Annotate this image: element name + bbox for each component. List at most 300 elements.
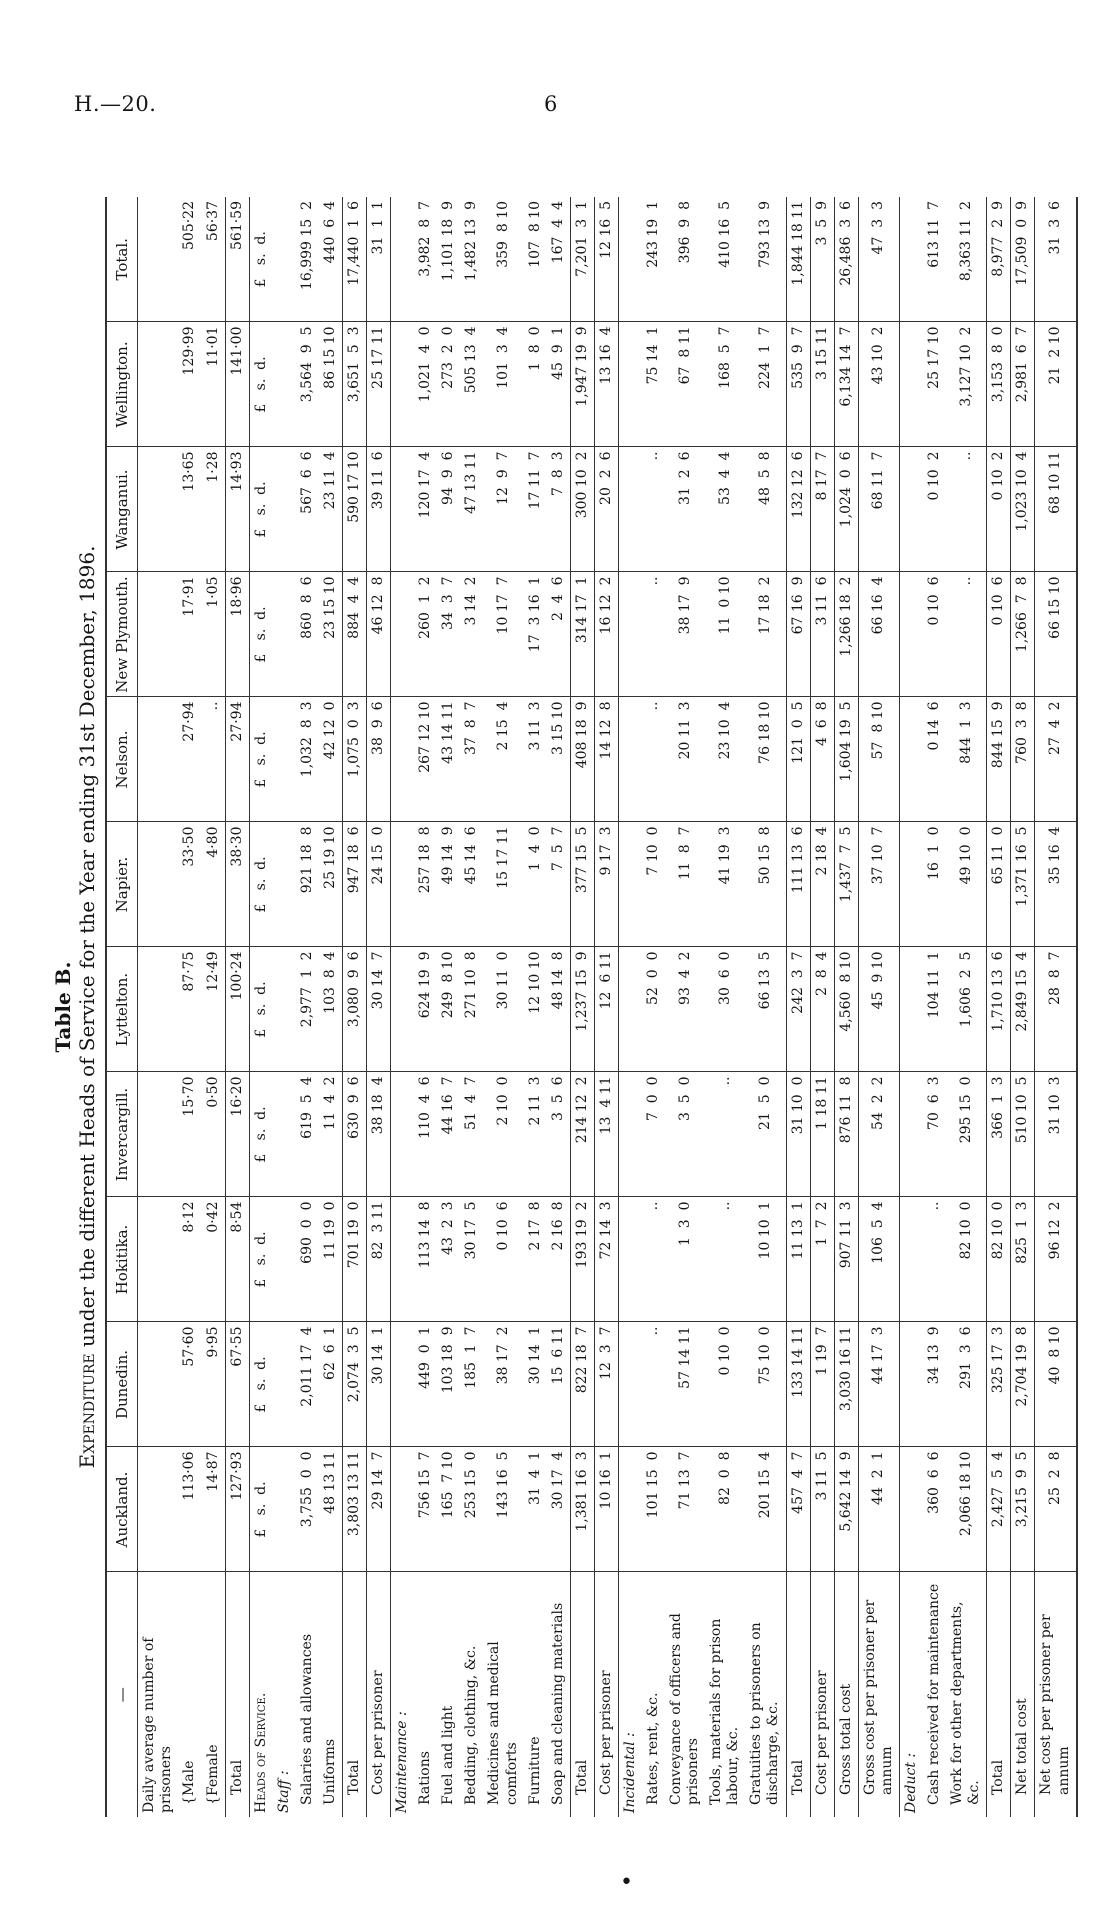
cell: 300 10 2 — [570, 447, 594, 572]
cell: 1,266 18 2 — [834, 572, 858, 697]
cell: 314 17 1 — [570, 572, 594, 697]
cell: 3,755 0 0 — [296, 1447, 319, 1572]
cell: 20 2 6 — [594, 447, 618, 572]
table-row — [391, 197, 415, 1817]
row-label: {Female — [204, 1743, 221, 1805]
cell: 690 0 0 — [296, 1197, 319, 1322]
footer-mark: • — [620, 1870, 633, 1895]
page-reference: H.—20. — [74, 92, 157, 116]
cell: 701 19 0 — [343, 1197, 367, 1322]
cell: .. — [642, 447, 665, 572]
cell: 410 16 5 — [705, 197, 745, 322]
cell: £ s. d. — [249, 697, 273, 822]
cell — [273, 447, 296, 572]
table-row — [178, 197, 201, 1817]
cell: 27·94 — [178, 697, 201, 822]
cell: 94 9 6 — [437, 447, 460, 572]
column-header: Lyttelton. — [106, 947, 138, 1072]
row-label: Maintenance : — [391, 1572, 415, 1817]
cell: 2,981 6 7 — [1011, 322, 1035, 447]
cell — [138, 1072, 179, 1197]
cell: 31 4 1 — [524, 1447, 547, 1572]
row-label: Work for other departments, &c. — [949, 1601, 983, 1805]
column-header: Hokitika. — [106, 1197, 138, 1322]
row-label: Medicines and medical comforts — [486, 1640, 520, 1805]
cell — [138, 572, 179, 697]
table-row — [594, 197, 618, 1817]
table-row — [367, 197, 391, 1817]
cell: 67·55 — [225, 1322, 249, 1447]
cell: 34 13 9 — [923, 1322, 946, 1447]
cell: 3 5 9 — [810, 197, 834, 322]
cell — [899, 1072, 923, 1197]
cell: 3,153 8 0 — [987, 322, 1011, 447]
cell: 82 0 8 — [705, 1447, 745, 1572]
cell: 101 3 4 — [483, 322, 523, 447]
cell — [899, 947, 923, 1072]
table-row — [987, 197, 1011, 1817]
cell: 2 16 8 — [547, 1197, 571, 1322]
table-row — [570, 197, 594, 1817]
cell: 11 19 0 — [319, 1197, 343, 1322]
table-row — [946, 197, 987, 1817]
cell: 48 5 8 — [745, 447, 786, 572]
cell — [138, 697, 179, 822]
cell: 30 11 0 — [483, 947, 523, 1072]
cell: 1 3 0 — [665, 1197, 705, 1322]
cell: 1 18 11 — [810, 1072, 834, 1197]
cell: 21 2 10 — [1035, 322, 1077, 447]
cell: 57 8 10 — [858, 697, 899, 822]
cell: 3 15 11 — [810, 322, 834, 447]
table-row — [923, 197, 946, 1817]
cell: 0·50 — [202, 1072, 226, 1197]
row-label: Gratuities to prisoners on discharge, &c. — [748, 1621, 782, 1805]
cell — [273, 1322, 296, 1447]
cell: 3 5 6 — [547, 1072, 571, 1197]
cell: 260 1 2 — [414, 572, 437, 697]
row-label: Total — [225, 1572, 249, 1817]
rotated-table-block — [51, 197, 1101, 1817]
row-label: Cost per prisoner — [810, 1572, 834, 1817]
cell — [391, 322, 415, 447]
cell: 756 15 7 — [414, 1447, 437, 1572]
cell: 1,606 2 5 — [946, 947, 987, 1072]
cell — [618, 572, 642, 697]
cell: 12·49 — [202, 947, 226, 1072]
cell: 3 11 3 — [524, 697, 547, 822]
cell: 844 1 3 — [946, 697, 987, 822]
column-header: New Plymouth. — [106, 572, 138, 697]
cell: 3,127 10 2 — [946, 322, 987, 447]
cell: .. — [642, 697, 665, 822]
cell: 2 15 4 — [483, 697, 523, 822]
cell: 3,982 8 7 — [414, 197, 437, 322]
table-row — [834, 197, 858, 1817]
cell: 103 8 4 — [319, 947, 343, 1072]
cell: 2 8 4 — [810, 947, 834, 1072]
table-row — [810, 197, 834, 1817]
cell — [899, 572, 923, 697]
cell: 68 10 11 — [1035, 447, 1077, 572]
cell: 1,032 8 3 — [296, 697, 319, 822]
cell — [138, 197, 179, 322]
cell: 2,074 3 5 — [343, 1322, 367, 1447]
cell: 38 17 9 — [665, 572, 705, 697]
cell: 14·87 — [202, 1447, 226, 1572]
column-header: Invercargill. — [106, 1072, 138, 1197]
cell: 1,844 18 11 — [786, 197, 810, 322]
row-label: Net total cost — [1011, 1572, 1035, 1817]
row-label: Salaries and allowances — [298, 1633, 315, 1805]
cell — [391, 697, 415, 822]
row-label: Gross total cost — [834, 1572, 858, 1817]
cell: 2,427 5 4 — [987, 1447, 1011, 1572]
cell: 2,704 19 8 — [1011, 1322, 1035, 1447]
cell: 57 14 11 — [665, 1322, 705, 1447]
cell: £ s. d. — [249, 447, 273, 572]
cell: 41 19 3 — [705, 822, 745, 947]
cell: 30 17 5 — [460, 1197, 483, 1322]
cell — [391, 1322, 415, 1447]
cell: £ s. d. — [249, 822, 273, 947]
cell: 27 4 2 — [1035, 697, 1077, 822]
cell: 2 17 8 — [524, 1197, 547, 1322]
cell: 44 17 3 — [858, 1322, 899, 1447]
table-subtitle — [75, 197, 99, 1817]
cell: 0 10 2 — [987, 447, 1011, 572]
cell: 3,080 9 6 — [343, 947, 367, 1072]
cell — [273, 197, 296, 322]
cell — [273, 572, 296, 697]
cell: 40 8 10 — [1035, 1322, 1077, 1447]
cell: 884 4 4 — [343, 572, 367, 697]
cell — [391, 1197, 415, 1322]
cell: .. — [705, 1197, 745, 1322]
cell: 291 3 6 — [946, 1322, 987, 1447]
row-label: Cash received for maintenance — [926, 1583, 943, 1805]
page-number: 6 — [544, 92, 558, 116]
cell — [899, 1197, 923, 1322]
cell: 38 9 6 — [367, 697, 391, 822]
cell — [899, 822, 923, 947]
cell — [899, 697, 923, 822]
table-row — [858, 197, 899, 1817]
cell: 9·95 — [202, 1322, 226, 1447]
table-row — [460, 197, 483, 1817]
table-row — [899, 197, 923, 1817]
cell: 38 18 4 — [367, 1072, 391, 1197]
table-row — [1011, 197, 1035, 1817]
cell — [273, 947, 296, 1072]
cell — [138, 322, 179, 447]
cell: 17,509 0 9 — [1011, 197, 1035, 322]
cell: 50 15 8 — [745, 822, 786, 947]
cell: 408 18 9 — [570, 697, 594, 822]
cell: 30 14 7 — [367, 947, 391, 1072]
table-row — [138, 197, 179, 1817]
cell: 42 12 0 — [319, 697, 343, 822]
cell: 11 4 2 — [319, 1072, 343, 1197]
cell: 15 6 11 — [547, 1322, 571, 1447]
cell: 2,011 17 4 — [296, 1322, 319, 1447]
cell: 57·60 — [178, 1322, 201, 1447]
cell: 30 14 1 — [524, 1322, 547, 1447]
cell: 440 6 4 — [319, 197, 343, 322]
cell: .. — [946, 572, 987, 697]
cell: 103 18 9 — [437, 1322, 460, 1447]
cell: 82 3 11 — [367, 1197, 391, 1322]
row-label: Cost per prisoner — [367, 1572, 391, 1817]
cell: 10 17 7 — [483, 572, 523, 697]
cell — [273, 822, 296, 947]
cell: 45 14 6 — [460, 822, 483, 947]
cell: 71 13 7 — [665, 1447, 705, 1572]
cell: 129·99 — [178, 322, 201, 447]
cell: 16,999 15 2 — [296, 197, 319, 322]
cell: 24 15 0 — [367, 822, 391, 947]
subtitle-rest: under the different Heads of Service for the Year ending 31st December, 1896. — [75, 545, 99, 1353]
cell: £ s. d. — [249, 572, 273, 697]
row-label: Furniture — [526, 1735, 543, 1805]
cell: 2 10 0 — [483, 1072, 523, 1197]
cell: 1,437 7 5 — [834, 822, 858, 947]
cell: 12 16 5 — [594, 197, 618, 322]
cell: 242 3 7 — [786, 947, 810, 1072]
cell: 49 14 9 — [437, 822, 460, 947]
cell: 96 12 2 — [1035, 1197, 1077, 1322]
cell: 13 4 11 — [594, 1072, 618, 1197]
cell — [618, 822, 642, 947]
cell: 1 19 7 — [810, 1322, 834, 1447]
cell: 505 13 4 — [460, 322, 483, 447]
cell: 3 15 10 — [547, 697, 571, 822]
cell: 20 11 3 — [665, 697, 705, 822]
cell: 93 4 2 — [665, 947, 705, 1072]
cell: 624 19 9 — [414, 947, 437, 1072]
cell — [899, 322, 923, 447]
cell: 66 13 5 — [745, 947, 786, 1072]
cell: 72 14 3 — [594, 1197, 618, 1322]
cell — [273, 322, 296, 447]
table-row — [665, 197, 705, 1817]
cell: 366 1 3 — [987, 1072, 1011, 1197]
cell: 34 3 7 — [437, 572, 460, 697]
table-row — [642, 197, 665, 1817]
cell — [391, 1072, 415, 1197]
cell: 0 10 0 — [705, 1322, 745, 1447]
column-header: Dunedin. — [106, 1322, 138, 1447]
cell: 825 1 3 — [1011, 1197, 1035, 1322]
cell: 44 2 1 — [858, 1447, 899, 1572]
cell: 7 0 0 — [642, 1072, 665, 1197]
cell: 505·22 — [178, 197, 201, 322]
cell: 11 0 10 — [705, 572, 745, 697]
cell: 86 15 10 — [319, 322, 343, 447]
cell: 253 15 0 — [460, 1447, 483, 1572]
cell: 510 10 5 — [1011, 1072, 1035, 1197]
cell: 10 10 1 — [745, 1197, 786, 1322]
cell: 8·54 — [225, 1197, 249, 1322]
cell: 3,030 16 11 — [834, 1322, 858, 1447]
cell: 267 12 10 — [414, 697, 437, 822]
cell: 12 6 11 — [594, 947, 618, 1072]
column-header: Napier. — [106, 822, 138, 947]
cell: 25 17 10 — [923, 322, 946, 447]
cell: 68 11 7 — [858, 447, 899, 572]
cell: 30 14 1 — [367, 1322, 391, 1447]
cell: 15·70 — [178, 1072, 201, 1197]
cell: 38 17 2 — [483, 1322, 523, 1447]
cell: 907 11 3 — [834, 1197, 858, 1322]
cell: 0 10 2 — [923, 447, 946, 572]
column-header: Auckland. — [106, 1447, 138, 1572]
column-header-label: — — [106, 1572, 138, 1817]
column-header: Wellington. — [106, 322, 138, 447]
cell: 66 16 4 — [858, 572, 899, 697]
cell: 113 14 8 — [414, 1197, 437, 1322]
cell: 44 16 7 — [437, 1072, 460, 1197]
cell: 295 15 0 — [946, 1072, 987, 1197]
cell: 224 1 7 — [745, 322, 786, 447]
cell: .. — [946, 447, 987, 572]
table-row — [745, 197, 786, 1817]
table-row — [618, 197, 642, 1817]
table-row — [437, 197, 460, 1817]
cell: 23 15 10 — [319, 572, 343, 697]
row-label: Net cost per prisoner per annum — [1035, 1572, 1077, 1817]
cell: 876 11 8 — [834, 1072, 858, 1197]
cell — [138, 947, 179, 1072]
cell: 3 5 0 — [665, 1072, 705, 1197]
cell: 38·30 — [225, 822, 249, 947]
cell: 1 4 0 — [524, 822, 547, 947]
subtitle-lead: Expenditure — [75, 1352, 99, 1468]
cell: 4·80 — [202, 822, 226, 947]
cell: 1,075 0 3 — [343, 697, 367, 822]
cell: 13·65 — [178, 447, 201, 572]
cell: 1·05 — [202, 572, 226, 697]
row-label: {Male — [181, 1760, 198, 1805]
row-label: Cost per prisoner — [594, 1572, 618, 1817]
cell: 56·37 — [202, 197, 226, 322]
cell: 87·75 — [178, 947, 201, 1072]
table-row — [1035, 197, 1077, 1817]
cell: 121 0 5 — [786, 697, 810, 822]
cell — [618, 447, 642, 572]
cell: 1,604 19 5 — [834, 697, 858, 822]
row-label: Tools, materials for prison labour, &c. — [708, 1618, 742, 1805]
cell: 8,363 11 2 — [946, 197, 987, 322]
row-label: Staff : — [275, 1769, 292, 1813]
column-header: Nelson. — [106, 697, 138, 822]
cell: 535 9 7 — [786, 322, 810, 447]
cell: 2,977 1 2 — [296, 947, 319, 1072]
cell: 921 18 8 — [296, 822, 319, 947]
cell: 28 8 7 — [1035, 947, 1077, 1072]
cell: 23 11 4 — [319, 447, 343, 572]
cell — [618, 697, 642, 822]
cell: 167 4 4 — [547, 197, 571, 322]
cell: 11 13 1 — [786, 1197, 810, 1322]
cell: 107 8 10 — [524, 197, 547, 322]
cell: 590 17 10 — [343, 447, 367, 572]
cell: 43 14 11 — [437, 697, 460, 822]
cell: 82 10 0 — [946, 1197, 987, 1322]
cell: 37 10 7 — [858, 822, 899, 947]
cell — [618, 322, 642, 447]
cell — [138, 1197, 179, 1322]
row-label: Uniforms — [321, 1738, 338, 1805]
cell: £ s. d. — [249, 947, 273, 1072]
cell: 47 13 11 — [460, 447, 483, 572]
cell: .. — [642, 1197, 665, 1322]
cell: £ s. d. — [249, 322, 273, 447]
row-label: Total — [570, 1572, 594, 1817]
cell: 1,266 7 8 — [1011, 572, 1035, 697]
row-label: Fuel and light — [440, 1705, 457, 1805]
cell: 35 16 4 — [1035, 822, 1077, 947]
cell: 25 19 10 — [319, 822, 343, 947]
cell: 53 4 4 — [705, 447, 745, 572]
cell: 0 14 6 — [923, 697, 946, 822]
cell: 257 18 8 — [414, 822, 437, 947]
cell: 1·28 — [202, 447, 226, 572]
cell: 31 10 3 — [1035, 1072, 1077, 1197]
cell: 76 18 10 — [745, 697, 786, 822]
table-body — [138, 197, 1077, 1817]
cell: 377 15 5 — [570, 822, 594, 947]
cell: 193 19 2 — [570, 1197, 594, 1322]
cell: 21 5 0 — [745, 1072, 786, 1197]
cell: 3 14 2 — [460, 572, 483, 697]
cell: 457 4 7 — [786, 1447, 810, 1572]
cell: £ s. d. — [249, 1197, 273, 1322]
cell — [273, 1072, 296, 1197]
cell: 1 8 0 — [524, 322, 547, 447]
table-row — [547, 197, 571, 1817]
cell: 132 12 6 — [786, 447, 810, 572]
row-label: Incidental : — [618, 1572, 642, 1817]
cell: 30 17 4 — [547, 1447, 571, 1572]
cell: 104 11 1 — [923, 947, 946, 1072]
cell: 70 6 3 — [923, 1072, 946, 1197]
cell: 0 10 6 — [987, 572, 1011, 697]
cell: 2 11 3 — [524, 1072, 547, 1197]
cell: 16 12 2 — [594, 572, 618, 697]
cell: 113·06 — [178, 1447, 201, 1572]
cell — [138, 1322, 179, 1447]
cell: 0 10 6 — [483, 1197, 523, 1322]
cell: 27·94 — [225, 697, 249, 822]
cell: £ s. d. — [249, 1072, 273, 1197]
cell: 7 8 3 — [547, 447, 571, 572]
row-label: Total — [343, 1572, 367, 1817]
cell: 561·59 — [225, 197, 249, 322]
cell: .. — [642, 572, 665, 697]
cell: 10 16 1 — [594, 1447, 618, 1572]
cell: 1,023 10 4 — [1011, 447, 1035, 572]
cell: 860 8 6 — [296, 572, 319, 697]
cell: 1,371 16 5 — [1011, 822, 1035, 947]
cell: 48 14 8 — [547, 947, 571, 1072]
cell: 822 18 7 — [570, 1322, 594, 1447]
cell: 6,134 14 7 — [834, 322, 858, 447]
cell: 3,651 5 3 — [343, 322, 367, 447]
cell: 2 18 4 — [810, 822, 834, 947]
cell: 249 8 10 — [437, 947, 460, 1072]
cell: 48 13 11 — [319, 1447, 343, 1572]
